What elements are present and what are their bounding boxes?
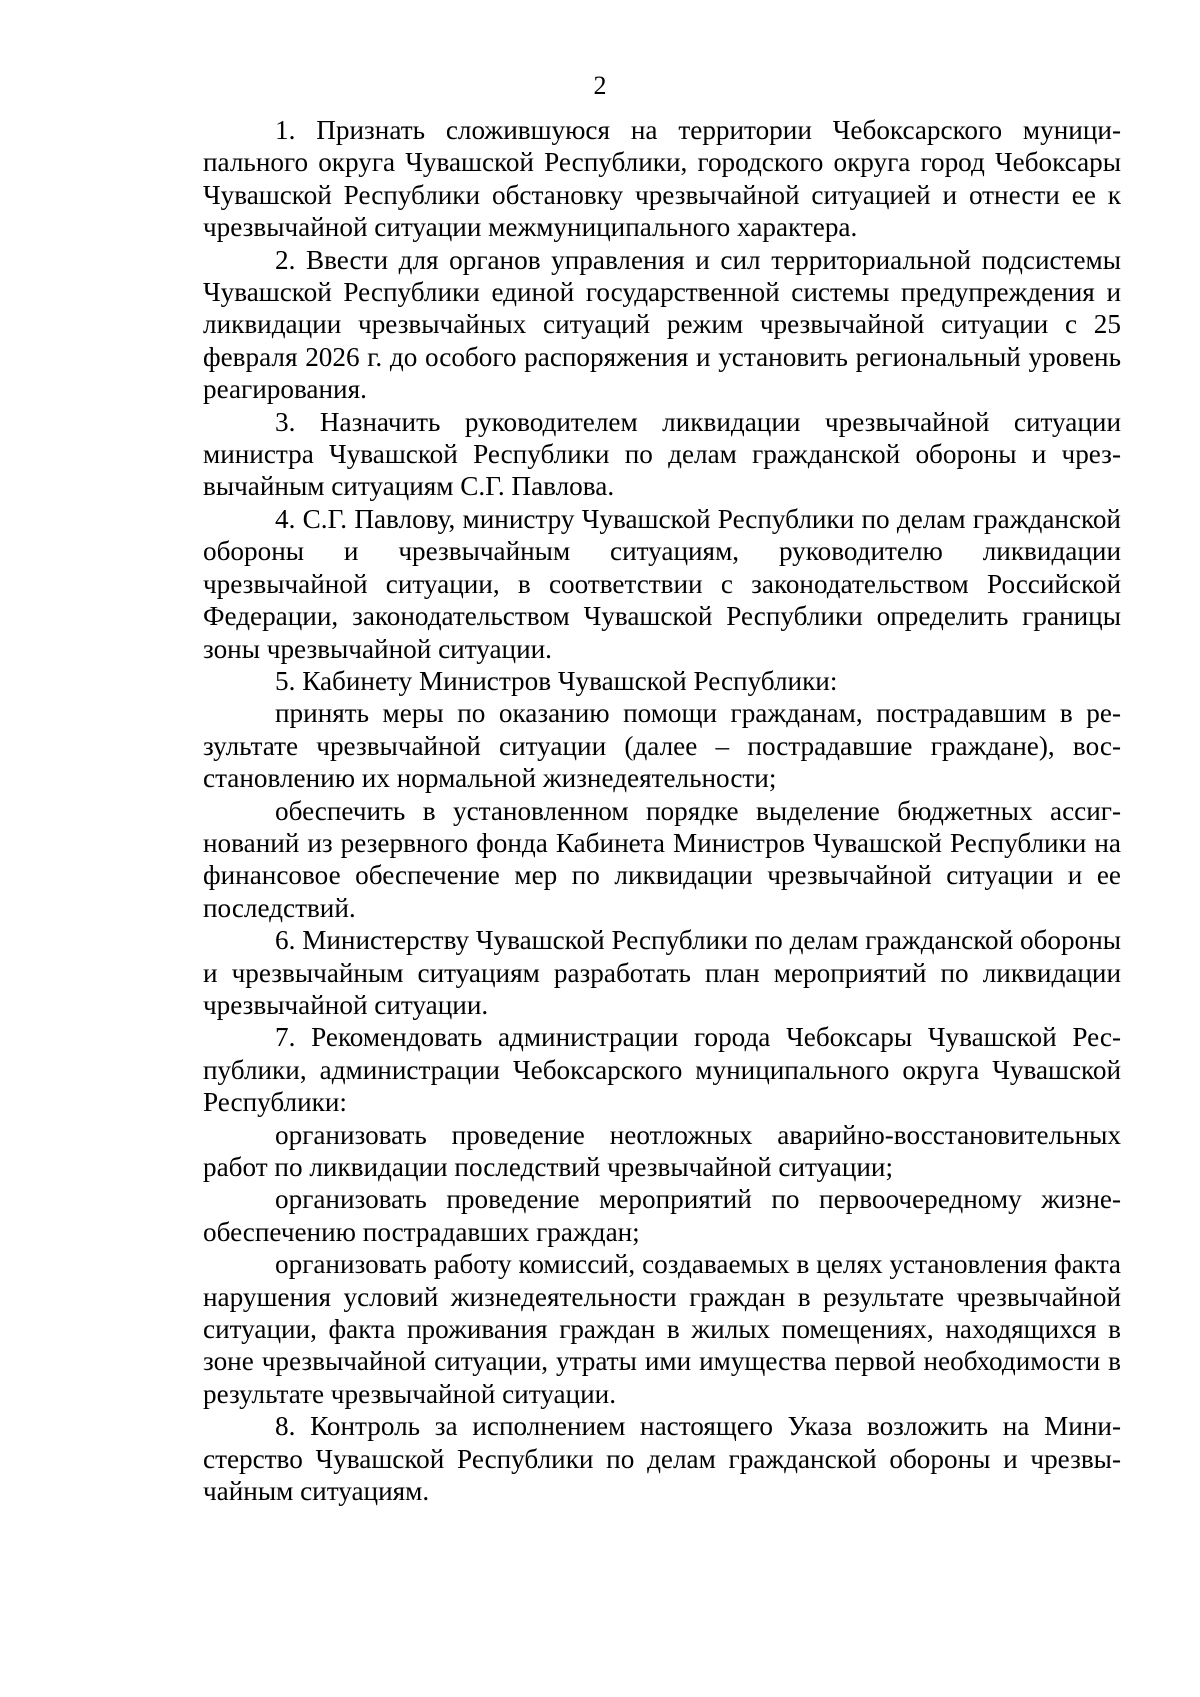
paragraph-item-7-sub-2: организовать проведение мероприятий по первоочередному жизнеобеспечению пострадавших граждан; — [203, 1184, 1121, 1247]
paragraph-item-2: 2. Ввести для органов управления и сил территориальной подсистемы Чувашской Республики единой государственной системы предупреждения и ликвидации чрезвычайных ситуаций режим чрезвычайной ситуации с 25 февраля 2026 г. до особого распоряжения и установить региональный уровень реагирования. — [203, 244, 1121, 405]
paragraph-item-1: 1. Признать сложившуюся на территории Чебоксарского муниципального округа Чувашской Республики, городского округа город Чебоксары Чувашской Республики обстановку чрезвычайной ситуацией и отнести ее к чрезвычайной ситуации межмуниципального характера. — [203, 115, 1121, 243]
paragraph-item-4: 4. С.Г. Павлову, министру Чувашской Республики по делам гражданской обороны и чрезвычайным ситуациям, руководителю ликвидации чрезвычайной ситуации, в соответствии с законодательством Российской Федерации, законодательством Чувашской Республики определить границы зоны чрезвычайной ситуации. — [203, 503, 1121, 664]
paragraph-item-7: 7. Рекомендовать администрации города Чебоксары Чувашской Республики, администрации Чебоксарского муниципального округа Чувашской Республики: — [203, 1022, 1121, 1118]
page-number: 2 — [593, 71, 607, 100]
paragraph-item-6: 6. Министерству Чувашской Республики по делам гражданской обороны и чрезвычайным ситуациям разработать план мероприятий по ликвидации чрезвычайной ситуации. — [203, 925, 1122, 1020]
document-body — [203, 114, 1121, 1507]
paragraph-item-7-sub-3: организовать работу комиссий, создаваемых в целях установления факта нарушения условий жизнедеятельности граждан в результате чрезвычайной ситуации, факта проживания граждан в жилых помещениях, находящихся в зоне чрезвычайной ситуации, утраты ими имущества первой необходимости в результате чрезвычайной ситуации. — [203, 1249, 1121, 1409]
paragraph-item-3: 3. Назначить руководителем ликвидации чрезвычайной ситуации министра Чувашской Республики по делам гражданской обороны и чрезвычайным ситуациям С.Г. Павлова. — [203, 406, 1121, 502]
paragraph-item-5-sub-1: принять меры по оказанию помощи гражданам, пострадавшим в результате чрезвычайной ситуации (далее – пострадавшие граждане), восстановлению их нормальной жизнедеятельности; — [203, 698, 1121, 794]
paragraph-item-7-sub-1: организовать проведение неотложных аварийно-восстановительных работ по ликвидации последствий чрезвычайной ситуации; — [203, 1119, 1121, 1182]
paragraph-item-5-sub-2: обеспечить в установленном порядке выделение бюджетных ассигнований из резервного фонда Кабинета Министров Чувашской Республики на финансовое обеспечение мер по ликвидации чрезвычайной ситуации и ее последствий. — [203, 795, 1121, 923]
paragraph-item-8: 8. Контроль за исполнением настоящего Указа возложить на Министерство Чувашской Республики по делам гражданской обороны и чрезвычайным ситуациям. — [203, 1411, 1121, 1507]
paragraph-item-5: 5. Кабинету Министров Чувашской Республики: — [275, 665, 838, 696]
